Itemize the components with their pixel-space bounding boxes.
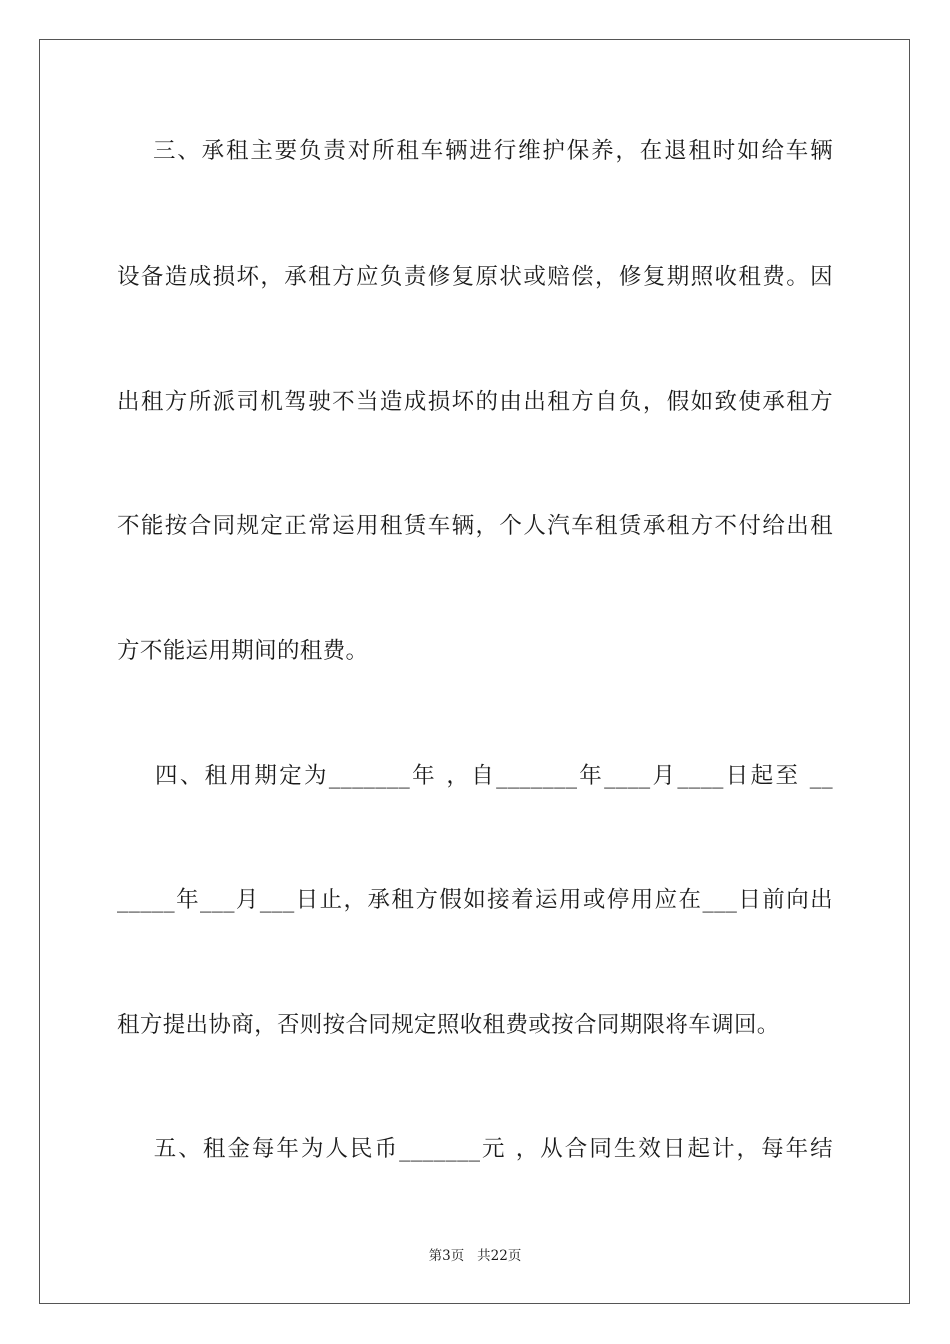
paragraph-3-line-4: 不能按合同规定正常运用租赁车辆，个人汽车租赁承租方不付给出租 [117, 513, 833, 539]
page-number-footer: 第3页 共22页 [428, 1248, 522, 1264]
paragraph-3-line-3: 出租方所派司机驾驶不当造成损坏的由出租方自负，假如致使承租方 [117, 389, 833, 415]
paragraph-4-line-1: 四、租用期定为_______年 ，自_______年____月____日起至 __ [117, 763, 833, 789]
paragraph-3-line-1: 三、承租主要负责对所租车辆进行维护保养，在退租时如给车辆 [117, 138, 833, 164]
paragraph-3-line-2: 设备造成损坏，承租方应负责修复原状或赔偿，修复期照收租费。因 [117, 264, 833, 290]
page-border [39, 39, 910, 1304]
paragraph-5-line-1: 五、租金每年为人民币_______元 ，从合同生效日起计，每年结 [117, 1136, 833, 1162]
paragraph-4-line-2: _____年___月___日止，承租方假如接着运用或停用应在___日前向出 [117, 887, 833, 913]
paragraph-3-line-5: 方不能运用期间的租费。 [117, 638, 369, 664]
paragraph-4-line-3: 租方提出协商，否则按合同规定照收租费或按合同期限将车调回。 [117, 1012, 780, 1038]
